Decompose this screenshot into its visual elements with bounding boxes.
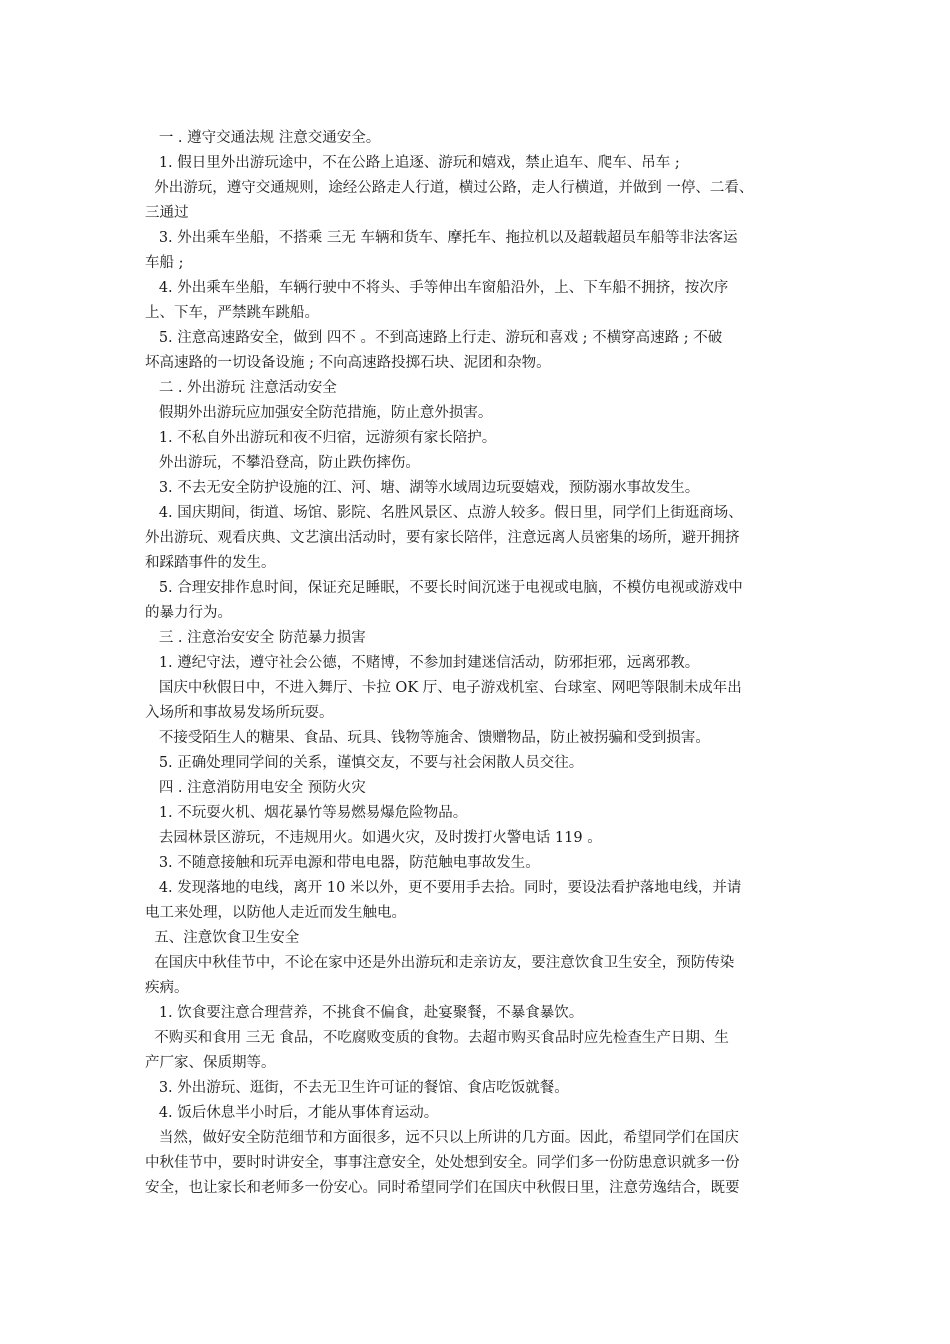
document-body [145,126,813,1201]
text-line: 的暴力行为。 [145,605,232,621]
text-line: 1. 饮食要注意合理营养，不挑食不偏食，赴宴聚餐，不暴食暴饮。 [145,1005,584,1021]
text-line: 假期外出游玩应加强安全防范措施，防止意外损害。 [145,405,493,421]
text-line: 不购买和食用 三无 食品，不吃腐败变质的食物。去超市购买食品时应先检查生产日期、生 [145,1030,729,1046]
text-line: 二 . 外出游玩 注意活动安全 [145,380,337,396]
text-line: 车船 ; [145,255,184,271]
text-line: 5. 注意高速路安全，做到 四不 。不到高速路上行走、游玩和喜戏 ; 不横穿高速路 ; 不破 [145,330,723,346]
text-line: 安全，也让家长和老师多一份安心。同时希望同学们在国庆中秋假日里，注意劳逸结合，既要 [145,1180,740,1196]
text-line: 外出游玩，不攀沿登高，防止跌伤摔伤。 [145,455,420,471]
text-line: 4. 外出乘车坐船，车辆行驶中不将头、手等伸出车窗船沿外，上、下车船不拥挤，按次序 [145,280,729,296]
text-line: 当然，做好安全防范细节和方面很多，远不只以上所讲的几方面。因此，希望同学们在国庆 [145,1130,739,1146]
text-line: 5. 正确处理同学间的关系，谨慎交友，不要与社会闲散人员交往。 [145,755,584,771]
text-line: 4. 发现落地的电线，离开 10 米以外，更不要用手去拾。同时，要设法看护落地电线，并请 [145,880,742,896]
text-line: 外出游玩，遵守交通规则，途经公路走人行道，横过公路，走人行横道，并做到 一停、二看、 [145,180,754,196]
text-line: 中秋佳节中，要时时讲安全，事事注意安全，处处想到安全。同学们多一份防患意识就多一份 [145,1155,740,1171]
text-line: 上、下车，严禁跳车跳船。 [145,305,319,321]
text-line: 外出游玩、观看庆典、文艺演出活动时，要有家长陪伴，注意远离人员密集的场所，避开拥挤 [145,530,740,546]
text-line: 一 . 遵守交通法规 注意交通安全。 [145,130,381,146]
text-line: 5. 合理安排作息时间，保证充足睡眠，不要长时间沉迷于电视或电脑，不模仿电视或游戏中 [145,580,743,596]
text-line: 五、注意饮食卫生安全 [145,930,300,946]
text-line: 坏高速路的一切设备设施 ; 不向高速路投掷石块、泥团和杂物。 [145,355,551,371]
text-line: 1. 不私自外出游玩和夜不归宿，远游须有家长陪护。 [145,430,497,446]
text-line: 4. 国庆期间，街道、场馆、影院、名胜风景区、点游人较多。假日里，同学们上街逛商场、 [145,505,743,521]
text-line: 和踩踏事件的发生。 [145,555,276,571]
text-line: 3. 外出游玩、逛街，不去无卫生许可证的餐馆、食店吃饭就餐。 [145,1080,569,1096]
text-line: 四 . 注意消防用电安全 预防火灾 [145,780,366,796]
text-line: 3. 外出乘车坐船，不搭乘 三无 车辆和货车、摩托车、拖拉机以及超载超员车船等非法客运 [145,230,738,246]
text-line: 去园林景区游玩，不违规用火。如遇火灾，及时拨打火警电话 119 。 [145,830,602,846]
text-line: 1. 遵纪守法，遵守社会公德，不赌博，不参加封建迷信活动，防邪拒邪，远离邪教。 [145,655,700,671]
text-line: 不接受陌生人的糖果、食品、玩具、钱物等施舍、馈赠物品，防止被拐骗和受到损害。 [145,730,710,746]
text-line: 三通过 [145,205,189,221]
text-line: 1. 假日里外出游玩途中，不在公路上追逐、游玩和嬉戏，禁止追车、爬车、吊车 ; [145,155,680,171]
text-line: 1. 不玩耍火机、烟花暴竹等易燃易爆危险物品。 [145,805,468,821]
text-line: 入场所和事故易发场所玩耍。 [145,705,334,721]
text-line: 疾病。 [145,980,189,996]
text-line: 3. 不随意接触和玩弄电源和带电电器，防范触电事故发生。 [145,855,540,871]
text-line: 三 . 注意治安安全 防范暴力损害 [145,630,366,646]
text-line: 在国庆中秋佳节中，不论在家中还是外出游玩和走亲访友，要注意饮食卫生安全，预防传染 [145,955,735,971]
text-line: 电工来处理，以防他人走近而发生触电。 [145,905,406,921]
text-line: 产厂家、保质期等。 [145,1055,276,1071]
text-line: 国庆中秋假日中，不进入舞厅、卡拉 OK 厅、电子游戏机室、台球室、网吧等限制未成年出 [145,680,742,696]
text-line: 3. 不去无安全防护设施的江、河、塘、湖等水域周边玩耍嬉戏，预防溺水事故发生。 [145,480,700,496]
text-line: 4. 饭后休息半小时后，才能从事体育运动。 [145,1105,439,1121]
